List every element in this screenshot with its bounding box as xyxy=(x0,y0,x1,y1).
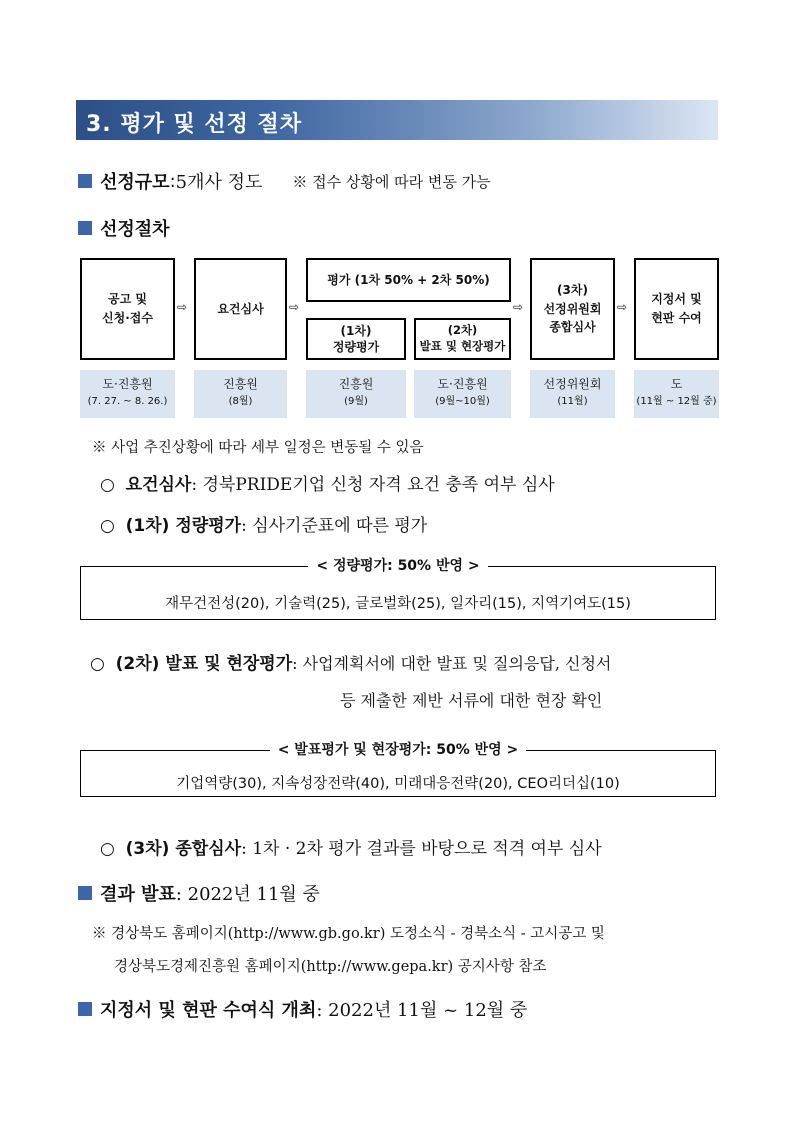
quantitative-line xyxy=(100,511,427,536)
flow-owner-when: (7. 27. ~ 8. 26.) xyxy=(87,396,168,408)
flow-arrow-icon: ⇨ xyxy=(177,300,188,314)
presentation-label: (2차) 발표 및 현장평가 xyxy=(115,654,293,674)
flow-step-award xyxy=(634,258,719,360)
ceremony-row xyxy=(78,996,527,1022)
square-bullet-icon xyxy=(78,886,92,900)
procedure-heading xyxy=(78,215,170,241)
flow-step-committee-line2: 선정위원회 xyxy=(543,301,602,316)
flow-owner-quantitative xyxy=(306,370,406,418)
flow-step-committee-line1: (3차) xyxy=(557,283,588,298)
section-title: 3. 평가 및 선정 절차 xyxy=(86,112,303,137)
flow-eval-quantitative-line1: (1차) xyxy=(340,323,372,338)
flow-step-committee xyxy=(530,258,615,360)
square-bullet-icon xyxy=(78,1002,92,1016)
flow-owner-who: 도·진흥원 xyxy=(102,377,153,391)
flow-owner-requirement xyxy=(194,370,287,418)
result-text: : 2022년 11월 중 xyxy=(175,884,320,905)
selection-scale-row xyxy=(78,168,491,194)
selection-scale-value: 5개사 정도 xyxy=(175,172,263,193)
presentation-text: : 사업계획서에 대한 발표 및 질의응답, 신청서 xyxy=(292,654,612,673)
requirement-line xyxy=(100,470,555,495)
flow-owner-when: (9월~10월) xyxy=(435,396,490,408)
flow-owner-who: 도·진흥원 xyxy=(437,377,488,391)
flow-step-announce-line1: 공고 및 xyxy=(108,292,147,307)
selection-scale-note: ※ 접수 상황에 따라 변동 가능 xyxy=(292,172,491,191)
final-review-text: : 1차 · 2차 평가 결과를 바탕으로 적격 여부 심사 xyxy=(241,839,602,859)
result-label: 결과 발표 xyxy=(100,884,176,905)
flow-owner-who: 진흥원 xyxy=(338,377,374,391)
flow-evaluation-title xyxy=(306,258,511,302)
flow-eval-presentation-line2: 발표 및 현장평가 xyxy=(419,339,506,353)
quantitative-criteria-body: 재무건전성(20), 기술력(25), 글로벌화(25), 일자리(15), 지역기여도(15) xyxy=(165,596,631,612)
requirement-text: : 경북PRIDE기업 신청 자격 요건 충족 여부 심사 xyxy=(191,475,555,495)
quantitative-criteria-box xyxy=(80,558,716,620)
flow-step-requirement-label: 요건심사 xyxy=(217,301,264,316)
presentation-line xyxy=(90,649,611,674)
flow-owner-announce xyxy=(80,370,175,418)
circle-bullet-icon: ○ xyxy=(100,516,115,536)
flow-owner-presentation xyxy=(414,370,511,418)
flow-step-announce-line2: 신청·접수 xyxy=(102,311,153,325)
flow-step-requirement xyxy=(194,258,287,360)
result-note-line1: ※ 경상북도 홈페이지(http://www.gb.go.kr) 도정소식 - 경북소식 - 고시공고 및 xyxy=(92,926,605,942)
circle-bullet-icon: ○ xyxy=(90,654,105,674)
presentation-criteria-title: < 발표평가 및 현장평가: 50% 반영 > xyxy=(270,742,527,758)
flow-eval-quantitative-line2: 정량평가 xyxy=(332,340,380,354)
quantitative-label: (1차) 정량평가 xyxy=(125,516,242,536)
presentation-criteria-body: 기업역량(30), 지속성장전략(40), 미래대응전략(20), CEO리더십(10) xyxy=(176,776,620,792)
ceremony-label: 지정서 및 현판 수여식 개최 xyxy=(100,1000,317,1021)
flow-step-committee-line3: 종합심사 xyxy=(549,320,596,335)
selection-scale-colon: : xyxy=(169,170,176,192)
quantitative-criteria-title: < 정량평가: 50% 반영 > xyxy=(308,558,487,574)
flow-arrow-icon: ⇨ xyxy=(513,300,524,314)
square-bullet-icon xyxy=(78,174,92,188)
flow-owner-when: (11월) xyxy=(557,396,588,408)
requirement-label: 요건심사 xyxy=(125,475,192,495)
square-bullet-icon xyxy=(78,221,92,235)
flow-arrow-icon: ⇨ xyxy=(617,300,628,314)
flow-evaluation-title-text: 평가 (1차 50% + 2차 50%) xyxy=(327,272,490,287)
procedure-label: 선정절차 xyxy=(100,219,170,240)
flow-owner-who: 진흥원 xyxy=(223,377,258,391)
flow-arrow-icon: ⇨ xyxy=(289,300,300,314)
flow-owner-when: (11월 ~ 12월 중) xyxy=(636,396,717,408)
circle-bullet-icon: ○ xyxy=(100,475,115,495)
flow-owner-who: 도 xyxy=(670,377,683,391)
final-review-label: (3차) 종합심사 xyxy=(125,839,242,859)
result-row xyxy=(78,880,320,906)
selection-scale-label: 선정규모 xyxy=(100,172,170,193)
ceremony-text: : 2022년 11월 ~ 12월 중 xyxy=(316,1000,528,1021)
flow-step-award-line1: 지정서 및 xyxy=(651,292,702,307)
quantitative-text: : 심사기준표에 따른 평가 xyxy=(241,516,428,536)
section-header-bar xyxy=(76,100,718,140)
flow-owner-committee xyxy=(530,370,615,418)
flow-step-award-line2: 현판 수여 xyxy=(651,311,702,325)
flow-eval-presentation-line1: (2차) xyxy=(447,323,478,338)
flow-eval-presentation xyxy=(414,318,511,360)
result-note-line2: 경상북도경제진흥원 홈페이지(http://www.gepa.kr) 공지사항 참조 xyxy=(114,959,547,975)
flow-owner-when: (9월) xyxy=(344,396,368,408)
schedule-note: ※ 사업 추진상황에 따라 세부 일정은 변동될 수 있음 xyxy=(92,440,424,456)
flow-owner-when: (8월) xyxy=(228,396,253,408)
flow-owner-who: 선정위원회 xyxy=(543,377,602,391)
flow-eval-quantitative xyxy=(306,318,406,360)
flow-step-announce xyxy=(80,258,175,360)
presentation-text-line2: 등 제출한 제반 서류에 대한 현장 확인 xyxy=(340,691,603,710)
presentation-criteria-box xyxy=(80,742,716,797)
flow-owner-award xyxy=(634,370,719,418)
circle-bullet-icon: ○ xyxy=(100,839,115,859)
final-review-line xyxy=(100,834,602,859)
